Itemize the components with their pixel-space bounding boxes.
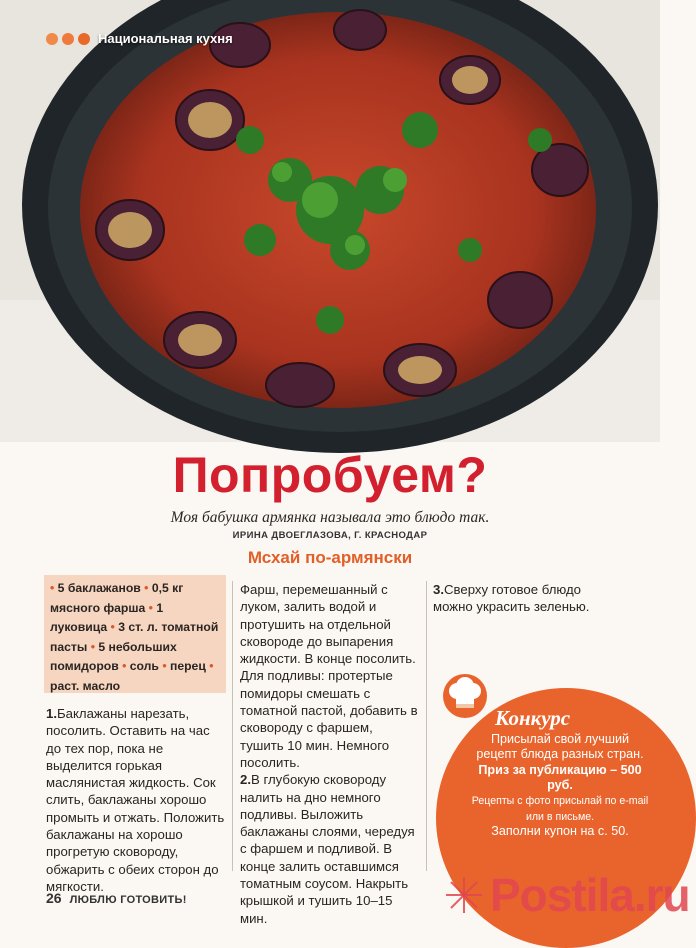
step-number: 3. bbox=[433, 582, 444, 597]
step-number: 1. bbox=[46, 706, 57, 721]
page-number: 26 bbox=[46, 890, 62, 906]
ingredient: 0,5 кг мясного фарша bbox=[50, 581, 184, 615]
section-tag bbox=[46, 31, 233, 46]
author: ИРИНА ДВОЕГЛАЗОВА, Г. КРАСНОДАР bbox=[232, 530, 428, 541]
column-divider bbox=[232, 581, 233, 871]
step-text: Сверху готовое блюдо можно украсить зеленью. bbox=[433, 582, 590, 615]
watermark-logo-icon bbox=[442, 873, 486, 917]
ingredients-box: • 5 баклажанов • 0,5 кг мясного фарша • 1 луковица • 3 ст. л. томатной пасты • 5 небольших помидоров • соль • перец • раст. масло bbox=[44, 575, 226, 693]
dot-icon bbox=[78, 33, 90, 45]
contest-small: Рецепты с фото присылай по e-mail или в письме. bbox=[471, 795, 649, 823]
ingredient: перец bbox=[169, 659, 206, 674]
column-2 bbox=[240, 581, 420, 927]
recipe-name: Мсхай по-армянски bbox=[247, 548, 413, 567]
ingredient: раст. масло bbox=[50, 678, 121, 693]
column-3 bbox=[433, 581, 613, 616]
contest-title: Конкурс bbox=[495, 706, 571, 730]
contest-line: Присылай свой лучший рецепт блюда разных стран. bbox=[476, 732, 644, 762]
section-label: Национальная кухня bbox=[98, 31, 233, 46]
step-text: Баклажаны нарезать, посолить. Оставить на час до тех пор, пока не выделится горькая маслянистая жидкость. Сок слить, баклажаны хорошо промыть и отжать. Положить баклажаны на хорошо прогретую сковороду, обжарить с обеих сторон до мягкости. bbox=[46, 706, 225, 894]
column-divider bbox=[426, 581, 427, 871]
dish-photo bbox=[0, 0, 660, 442]
ingredient: 5 небольших помидоров bbox=[50, 639, 177, 674]
subtitle: Моя бабушка армянка называла это блюдо так. bbox=[170, 509, 490, 526]
column-1 bbox=[46, 705, 226, 895]
contest-prize: Приз за публикацию – 500 руб. bbox=[478, 762, 642, 792]
ingredient: 3 ст. л. томатной пасты bbox=[50, 620, 219, 654]
watermark-text: Postila.ru bbox=[490, 869, 690, 921]
headline: Попробуем? bbox=[172, 447, 488, 503]
ingredient: 5 баклажанов bbox=[57, 581, 141, 595]
dot-icon bbox=[62, 33, 74, 45]
contest-text bbox=[470, 732, 650, 839]
step-number: 2. bbox=[240, 772, 251, 788]
step-text: В глубокую сковороду налить на дно немного подливы. Выложить баклажаны слоями, чередуя с фаршем и подливой. В конце залить оставшимся томатным соусом. Накрыть крышкой и тушить 10–15 мин. bbox=[240, 772, 415, 926]
chef-hat-icon bbox=[442, 673, 488, 719]
watermark bbox=[442, 868, 690, 922]
magazine-title: ЛЮБЛЮ ГОТОВИТЬ! bbox=[69, 894, 187, 906]
footer bbox=[46, 890, 187, 906]
ingredient: соль bbox=[129, 659, 159, 674]
step-text: Фарш, перемешанный с луком, залить водой и протушить на отдельной сковороде до выпарения жидкости. В конце посолить. Для подливы: протертые помидоры смешать с томатной пастой, добавить в сковороду с фаршем, тушить 10 мин. Немного посолить. bbox=[240, 582, 418, 770]
dot-icon bbox=[46, 33, 58, 45]
ingredient: 1 луковица bbox=[50, 600, 164, 635]
contest-coupon: Заполни купон на с. 50. bbox=[491, 824, 629, 839]
